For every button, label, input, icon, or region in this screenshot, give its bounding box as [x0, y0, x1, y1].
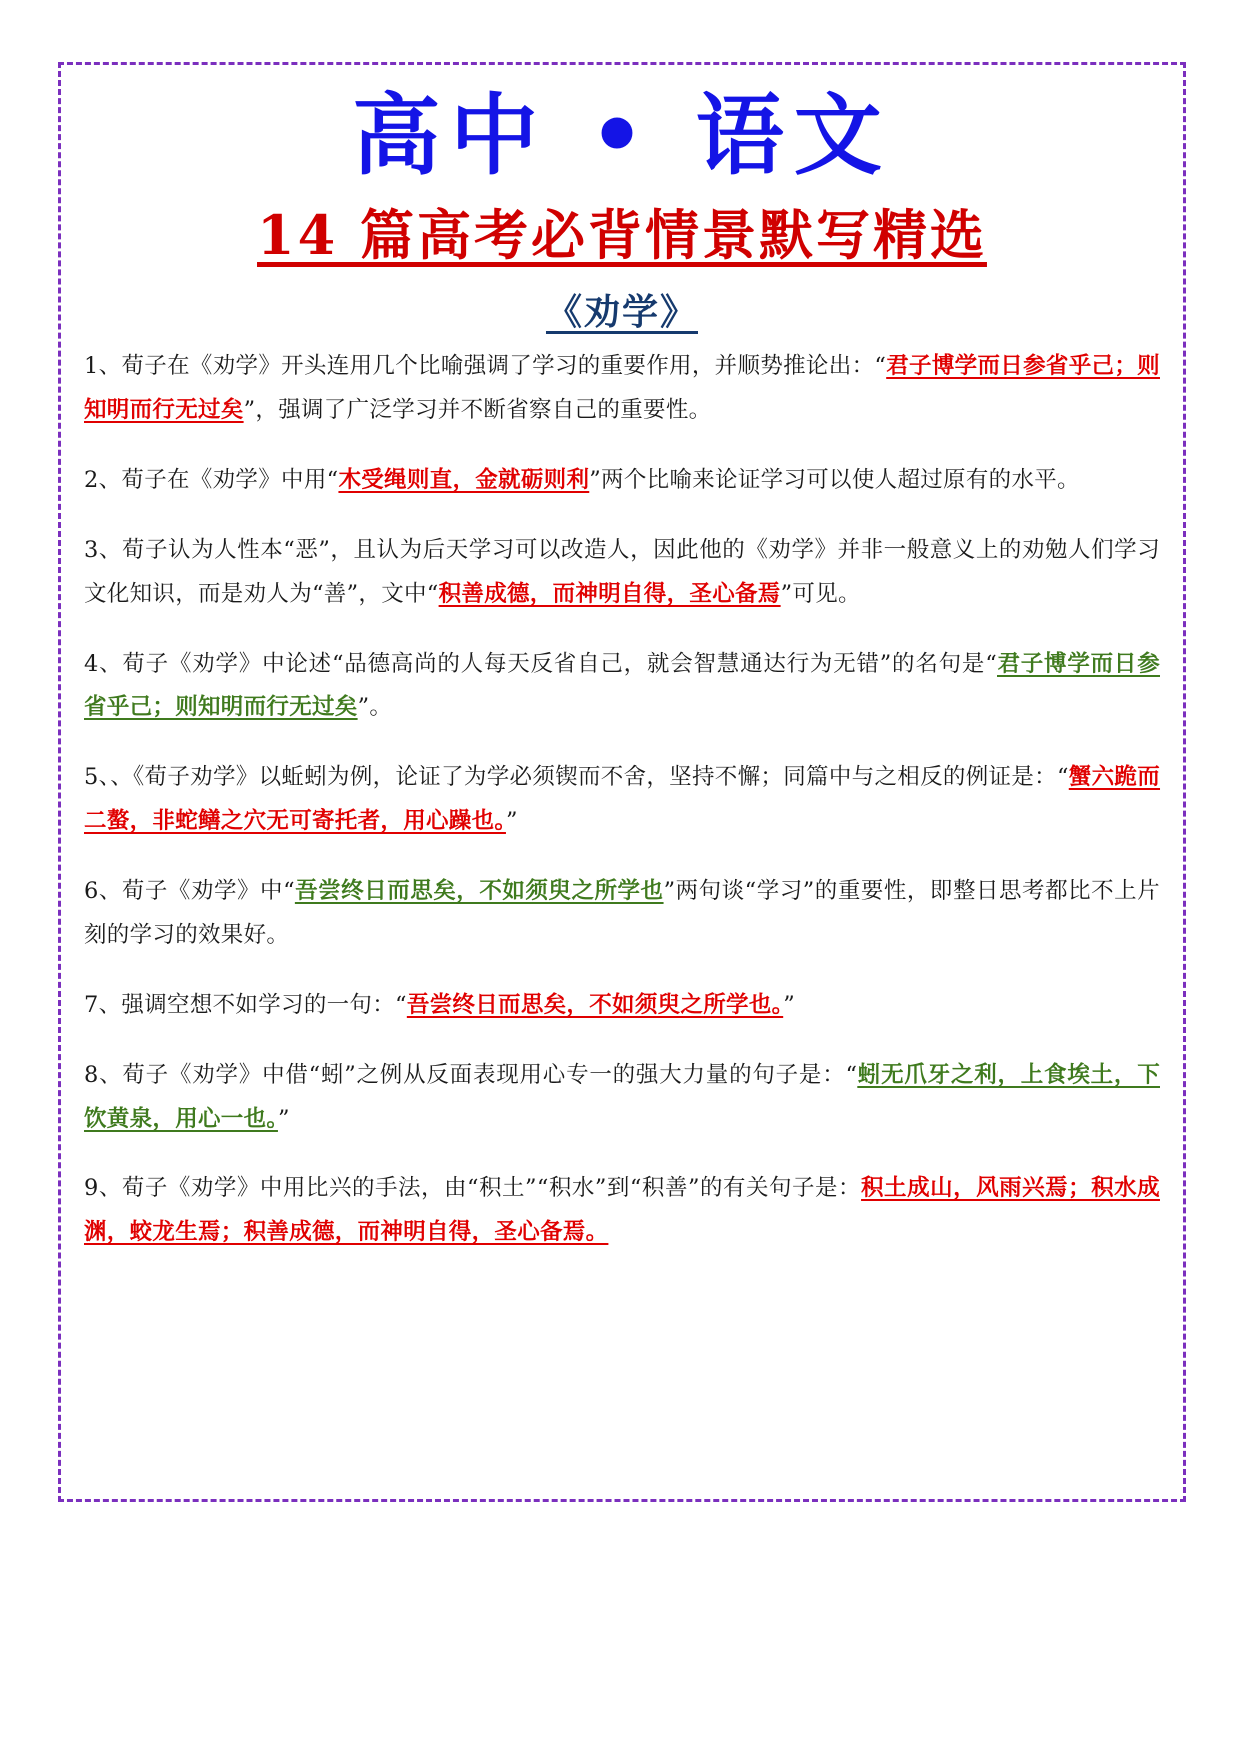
item-tail-text: ”可见。: [780, 580, 861, 607]
item-number: 9、: [84, 1175, 122, 1202]
item-number: 4、: [84, 650, 123, 677]
list-item: [84, 529, 1160, 617]
item-quote: 木受绳则直，金就砺则利: [338, 466, 590, 493]
list-item: [84, 870, 1160, 958]
item-lead-text: 荀子在《劝学》中用“: [121, 466, 339, 493]
item-lead-text: 荀子认为人性本“恶”，且认为后天学习可以改造人，因此他的《劝学》并非一般意义上的劝勉人们学习文化知识，而是劝人为“善”，文中“: [84, 536, 1160, 607]
item-tail-text: ”。: [357, 694, 393, 721]
item-quote: 积善成德，而神明自得，圣心备焉: [438, 580, 781, 607]
item-lead-text: 荀子《劝学》中“: [121, 878, 295, 905]
item-lead-text: 荀子《劝学》中论述“品德高尚的人每天反省自己，就会智慧通达行为无错”的名句是“: [122, 650, 997, 677]
item-quote: 君子博学而日参省乎己；则知明而行无过矣: [84, 650, 1160, 721]
item-tail-text: ”两句谈“学习”的重要性，即整日思考都比不上片刻的学习的效果好。: [84, 878, 1160, 948]
list-item: [84, 1167, 1160, 1255]
item-number: 2、: [84, 466, 122, 493]
item-tail-text: ”两个比喻来论证学习可以使人超过原有的水平。: [589, 466, 1080, 493]
list-item: [84, 1054, 1160, 1142]
item-quote: 蚓无爪牙之利，上食埃土，下饮黄泉，用心一也。: [84, 1061, 1160, 1132]
item-quote: 君子博学而日参省乎己；则知明而行无过矣: [84, 353, 1160, 424]
item-number: 7、: [84, 991, 122, 1018]
page-title: 高中 • 语文: [352, 83, 892, 187]
item-number: 8、: [84, 1061, 123, 1088]
question-list: [84, 345, 1160, 1255]
page-subtitle: 14 篇高考必背情景默写精选: [257, 203, 987, 267]
list-item: [84, 345, 1160, 433]
item-quote: 吾尝终日而思矣，不如须臾之所学也: [294, 878, 664, 905]
item-number: 5、: [84, 764, 111, 791]
item-number: 3、: [84, 536, 122, 563]
item-tail-text: ”: [783, 991, 795, 1018]
item-tail-text: ”: [505, 808, 518, 835]
item-quote: 吾尝终日而思矣，不如须臾之所学也。: [406, 991, 784, 1018]
document-content: [70, 74, 1174, 1281]
item-lead-text: 荀子在《劝学》开头连用几个比喻强调了学习的重要作用，并顺势推论出：“: [121, 353, 887, 380]
item-lead-text: 、《荀子劝学》以蚯蚓为例，论证了为学必须锲而不舍，坚持不懈；同篇中与之相反的例证是：“: [110, 764, 1069, 791]
item-tail-text: ”，强调了广泛学习并不断省察自己的重要性。: [243, 397, 712, 424]
item-quote: 积土成山，风雨兴焉；积水成渊，蛟龙生焉；积善成德，而神明自得，圣心备焉。: [84, 1175, 1160, 1246]
item-number: 6、: [84, 878, 122, 905]
list-item: [84, 756, 1160, 844]
item-lead-text: 荀子《劝学》中借“蚓”之例从反面表现用心专一的强大力量的句子是：“: [122, 1061, 858, 1088]
list-item: [84, 643, 1160, 731]
item-lead-text: 强调空想不如学习的一句：“: [121, 991, 407, 1018]
list-item: [84, 459, 1160, 503]
item-number: 1、: [84, 353, 122, 380]
item-quote: 蟹六跪而二螯，非蛇鳝之穴无可寄托者，用心躁也。: [84, 764, 1161, 835]
work-title: 《劝学》: [545, 291, 698, 334]
item-lead-text: 荀子《劝学》中用比兴的手法，由“积土”“积水”到“积善”的有关句子是：: [121, 1175, 862, 1202]
item-tail-text: ”: [277, 1105, 290, 1132]
list-item: [84, 984, 1160, 1028]
